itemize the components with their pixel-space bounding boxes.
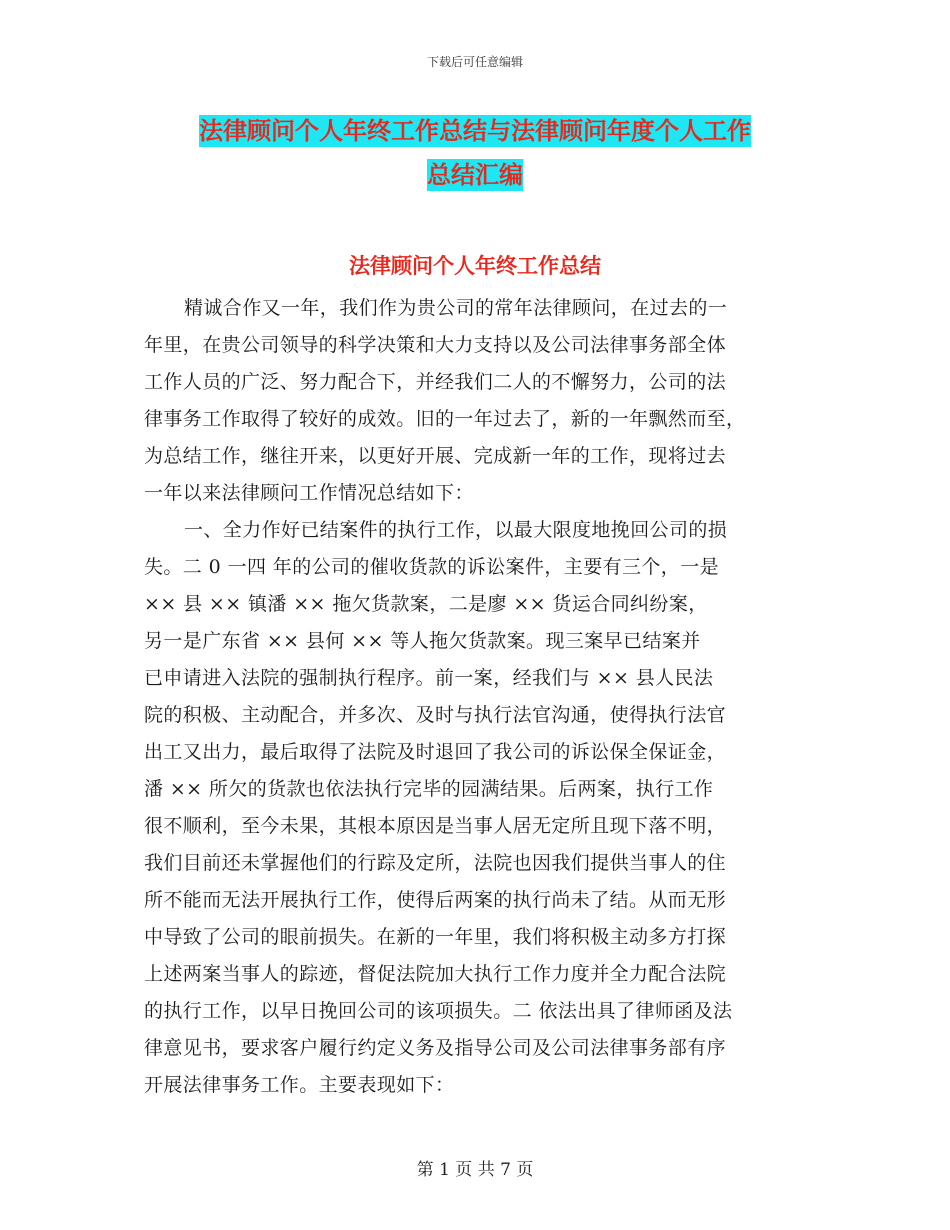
body-line: 院的积极、主动配合，并多次、及时与执行法官沟通，使得执行法官 xyxy=(144,704,727,726)
page-footer: 第 1 页 共 7 页 xyxy=(416,1160,534,1180)
body-text xyxy=(144,290,814,1104)
body-line: 失。二 0 一四 年的公司的催收货款的诉讼案件，主要有三个，一是 xyxy=(144,556,720,578)
body-line: 已申请进入法院的强制执行程序。前一案，经我们与 ×× 县人民法 xyxy=(144,667,714,689)
body-line: 上述两案当事人的踪迹，督促法院加大执行工作力度并全力配合法院 xyxy=(144,963,727,985)
main-title-line-1: 法律顾问个人年终工作总结与法律顾问年度个人工作 xyxy=(199,117,751,145)
body-line: ×× 县 ×× 镇潘 ×× 拖欠货款案，二是廖 ×× 货运合同纠纷案， xyxy=(144,593,708,615)
body-line: 我们目前还未掌握他们的行踪及定所，法院也因我们提供当事人的住 xyxy=(144,852,727,874)
body-line: 一、全力作好已结案件的执行工作，以最大限度地挽回公司的损 xyxy=(184,519,728,541)
body-line: 开展法律事务工作。主要表现如下： xyxy=(144,1074,455,1096)
body-line: 律事务工作取得了较好的成效。旧的一年过去了，新的一年飘然而至， xyxy=(144,408,746,430)
page-header: 下载后可任意编辑 xyxy=(426,55,523,69)
body-line: 的执行工作，以早日挽回公司的该项损失。二 依法出具了律师函及法 xyxy=(144,1000,733,1022)
body-line: 工作人员的广泛、努力配合下，并经我们二人的不懈努力，公司的法 xyxy=(144,371,727,393)
body-line: 潘 ×× 所欠的货款也依法执行完毕的园满结果。后两案，执行工作 xyxy=(144,778,714,800)
body-line: 为总结工作，继往开来，以更好开展、完成新一年的工作，现将过去 xyxy=(144,445,727,467)
body-line: 年里，在贵公司领导的科学决策和大力支持以及公司法律事务部全体 xyxy=(144,334,727,356)
main-title-line-2: 总结汇编 xyxy=(427,161,523,189)
body-line: 精诚合作又一年，我们作为贵公司的常年法律顾问，在过去的一 xyxy=(184,297,728,319)
body-line: 中导致了公司的眼前损失。在新的一年里，我们将积极主动多方打探 xyxy=(144,926,727,948)
body-line: 一年以来法律顾问工作情况总结如下： xyxy=(144,482,474,504)
section-title: 法律顾问个人年终工作总结 xyxy=(349,254,601,278)
body-line: 出工又出力，最后取得了法院及时退回了我公司的诉讼保全保证金， xyxy=(144,741,727,763)
body-line: 很不顺利，至今未果，其根本原因是当事人居无定所且现下落不明， xyxy=(144,815,727,837)
body-line: 另一是广东省 ×× 县何 ×× 等人拖欠货款案。现三案早已结案并 xyxy=(144,630,701,652)
body-line: 所不能而无法开展执行工作，使得后两案的执行尚未了结。从而无形 xyxy=(144,889,727,911)
body-line: 律意见书，要求客户履行约定义务及指导公司及公司法律事务部有序 xyxy=(144,1037,727,1059)
